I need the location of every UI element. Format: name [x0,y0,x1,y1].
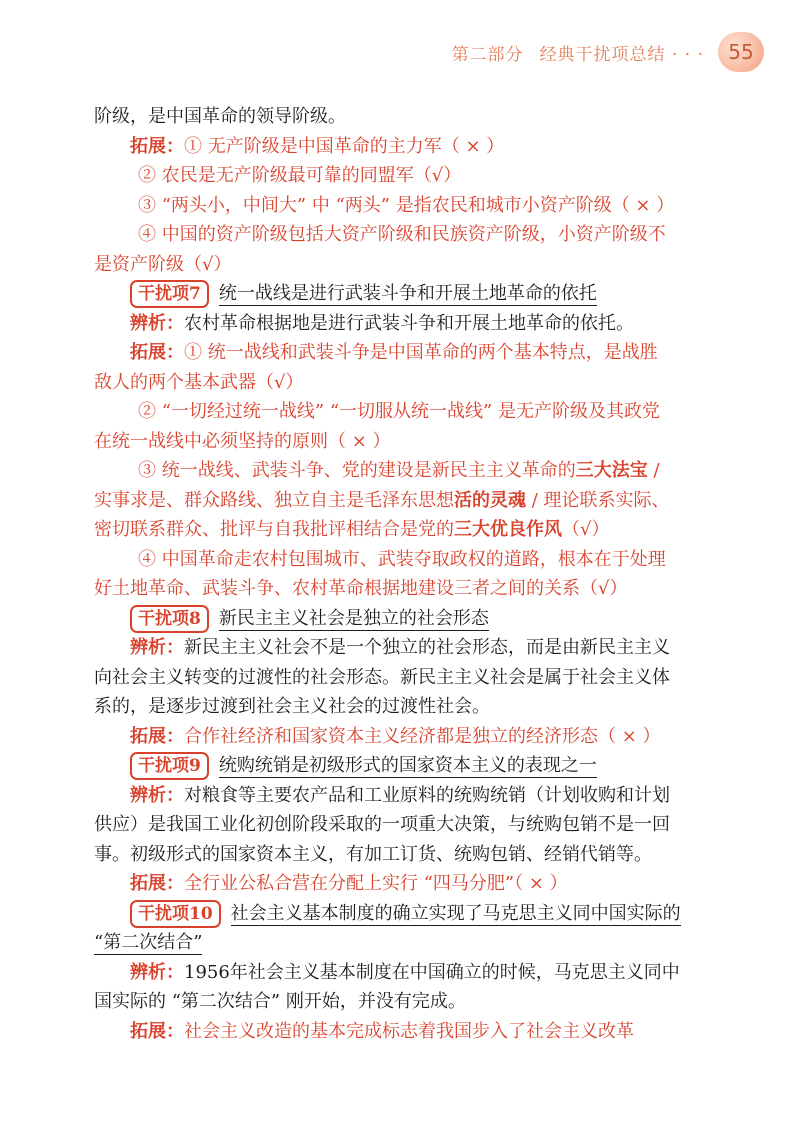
header-title: 经典干扰项总结 [539,44,666,65]
extension-text: ③ 统一战线、武装斗争、党的建设是新民主主义革命的 [138,460,576,481]
extension-text: 合作社经济和国家资本主义经济都是独立的经济形态（ × ） [184,725,661,747]
extension-line: ② “一切经过统一战线” “一切服从统一战线” 是无产阶级及其政党 [138,401,660,422]
distractor-title-line [94,928,714,958]
analysis-label: 辨析： [130,784,184,806]
extension-label: 拓展： [130,135,184,157]
extension-label: 拓展： [130,1020,184,1042]
emphasis-text: 三大法宝 [575,460,648,481]
analysis-line [94,958,714,988]
analysis-text: 1956年社会主义基本制度在中国确立的时候，马克思主义同中 [184,961,680,983]
distractor-tag: 干扰项10 [130,900,221,928]
analysis-line: 国实际的 “第二次结合” 刚开始，并没有完成。 [94,991,466,1012]
extension-text: 密切联系群众、批评与自我批评相结合是党的 [94,519,454,540]
analysis-line: 事。初级形式的国家资本主义，有加工订货、统购包销、经销代销等。 [94,843,652,865]
extension-line [94,515,714,545]
extension-line: ④ 中国革命走农村包围城市、武装夺取政权的道路，根本在于处理 [138,548,666,570]
extension-line: ③ “两头小，中间大” 中 “两头” 是指农民和城市小资产阶级（ × ） [138,194,675,216]
distractor-item-8 [94,604,714,634]
extension-line: ④ 中国的资产阶级包括大资产阶级和民族资产阶级，小资产阶级不 [138,224,666,245]
extension-line: ② 农民是无产阶级最可靠的同盟军（√） [138,165,462,186]
analysis-text: 对粮食等主要农产品和工业原料的统购统销（计划收购和计划 [184,784,670,806]
distractor-title: “第二次结合” [94,932,203,953]
page-number: 55 [718,32,764,72]
distractor-title: 新民主主义社会是独立的社会形态 [218,607,489,629]
analysis-text: 农村革命根据地是进行武装斗争和开展土地革命的依托。 [184,312,634,334]
extension-text: 实事求是、群众路线、独立自主是毛泽东思想 [94,489,454,511]
extension-line [94,132,714,162]
extension-line: 好土地革命、武装斗争、农村革命根据地建设三者之间的关系（√） [94,578,628,599]
extension-line [94,486,714,516]
page-header [452,32,764,72]
distractor-tag: 干扰项9 [130,752,209,780]
distractor-item-9 [94,751,714,781]
analysis-line: 向社会主义转变的过渡性的社会形态。新民主主义社会是属于社会主义体 [94,666,670,688]
analysis-line [94,633,714,663]
analysis-line: 供应）是我国工业化初创阶段采取的一项重大决策，与统购包销不是一回 [94,814,670,835]
distractor-title: 统一战线是进行武装斗争和开展土地革命的依托 [218,283,597,304]
analysis-line [94,781,714,811]
text-line: 阶级，是中国革命的领导阶级。 [94,106,346,127]
analysis-text: 新民主主义社会不是一个独立的社会形态，而是由新民主主义 [184,637,670,658]
extension-line: 在统一战线中必须坚持的原则（ × ） [94,430,391,452]
extension-line [94,869,714,899]
extension-line: 是资产阶级（√） [94,253,232,275]
distractor-item-7 [94,279,714,309]
extension-line [94,456,714,486]
extension-line [94,722,714,752]
header-part: 第二部分 [451,44,524,65]
analysis-label: 辨析： [130,312,184,334]
extension-line [94,338,714,368]
header-dots: · · · [671,44,704,65]
analysis-line [94,309,714,339]
extension-text: 全行业公私合营在分配上实行 “四马分肥”（ × ） [184,873,568,894]
analysis-label: 辨析： [130,961,184,983]
extension-line [94,1017,714,1047]
page-content [94,102,714,1046]
extension-label: 拓展： [130,725,184,747]
distractor-item-10 [94,899,714,929]
extension-label: 拓展： [130,873,184,894]
distractor-title: 社会主义基本制度的确立实现了马克思主义同中国实际的 [230,902,681,924]
extension-text: ① 无产阶级是中国革命的主力军（ × ） [184,135,505,157]
extension-label: 拓展： [130,342,184,363]
extension-text: / 理论联系实际、 [526,489,670,511]
extension-text: ① 统一战线和武装斗争是中国革命的两个基本特点，是战胜 [184,342,658,363]
analysis-line: 系的，是逐步过渡到社会主义社会的过渡性社会。 [94,696,490,717]
emphasis-text: 活的灵魂 [454,489,526,511]
extension-text: （√） [562,519,610,540]
distractor-title: 统购统销是初级形式的国家资本主义的表现之一 [218,755,597,776]
distractor-tag: 干扰项7 [130,280,209,308]
extension-text: / [647,460,660,481]
extension-text: 社会主义改造的基本完成标志着我国步入了社会主义改革 [184,1020,634,1042]
analysis-label: 辨析： [130,637,184,658]
header-text [452,40,704,65]
emphasis-text: 三大优良作风 [454,519,562,540]
distractor-tag: 干扰项8 [130,605,209,633]
extension-line: 敌人的两个基本武器（√） [94,371,304,393]
